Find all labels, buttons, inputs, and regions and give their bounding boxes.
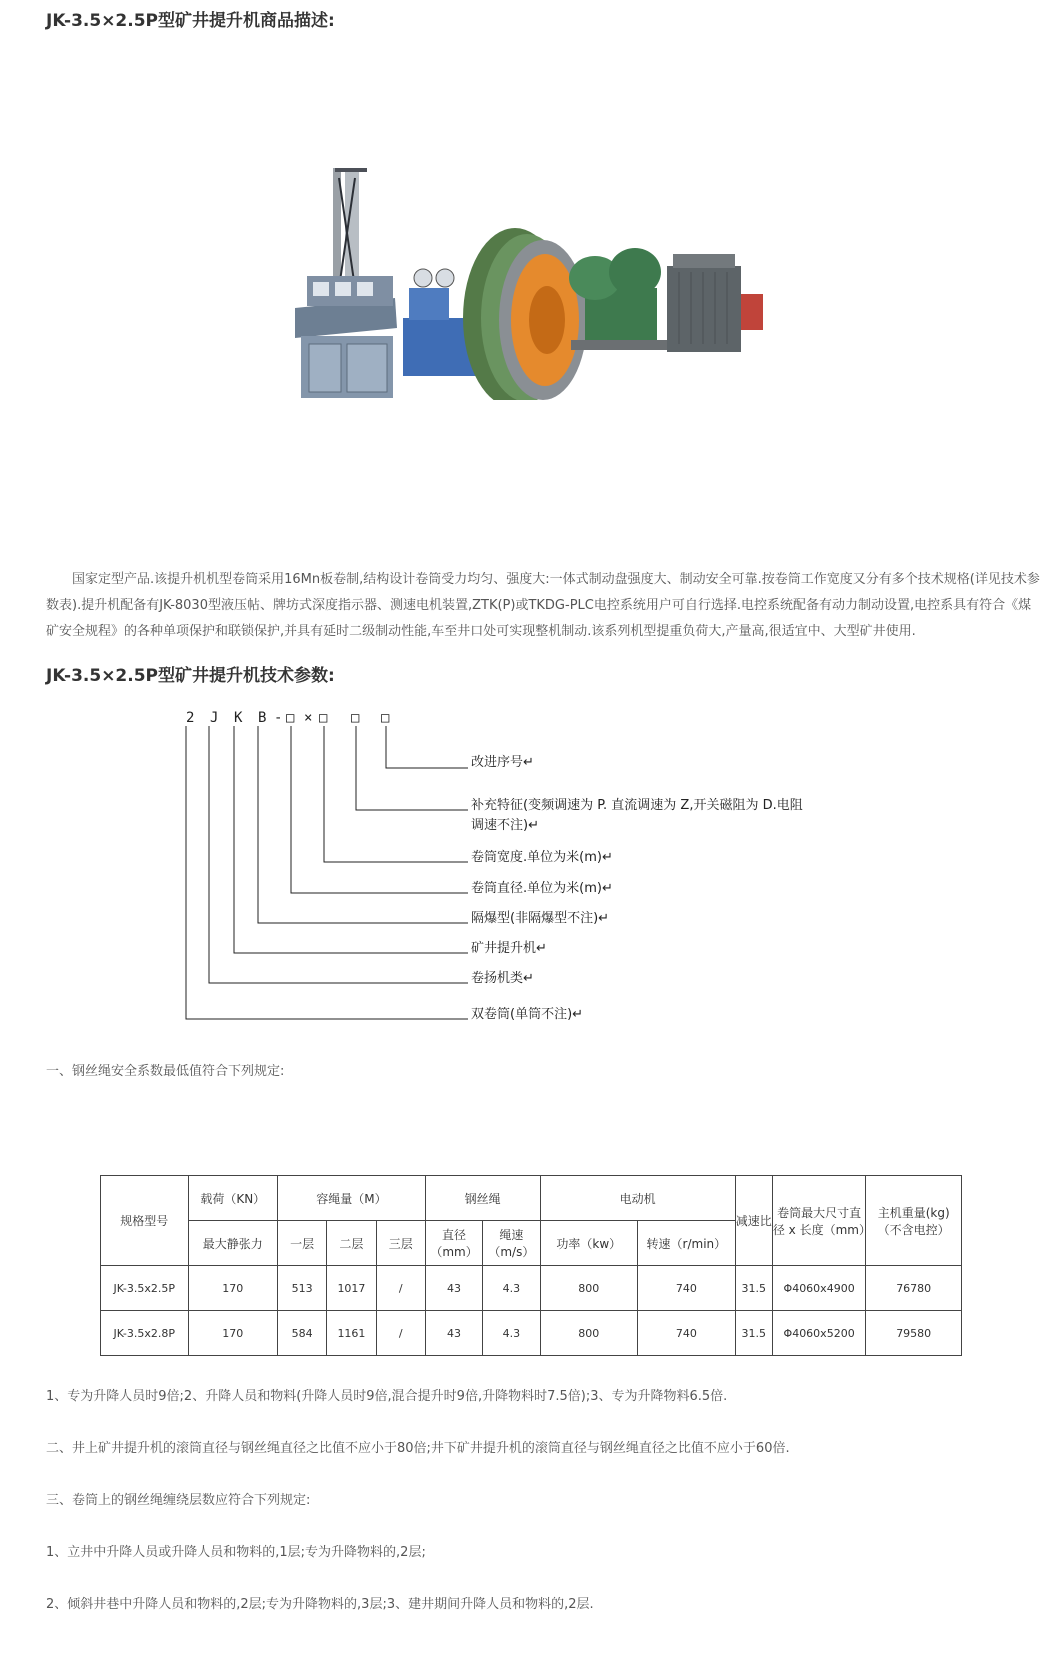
label-feature-line1: 补充特征(变频调速为 P. 直流调速为 Z,开关磁阻为 D.电阻 — [471, 798, 803, 813]
spec-table — [100, 1175, 962, 1356]
code-char-k: K — [234, 710, 243, 726]
rule-3-title: 三、卷筒上的钢丝绳缠绕层数应符合下列规定: — [46, 1493, 311, 1508]
cell-motor-power: 800 — [540, 1311, 638, 1356]
cell-cap-2: 1161 — [327, 1311, 376, 1356]
th-load: 载荷（KN） — [188, 1176, 278, 1221]
cell-model: JK-3.5x2.8P — [101, 1311, 189, 1356]
rule-2: 二、井上矿井提升机的滚筒直径与钢丝绳直径之比值不应小于80倍;井下矿井提升机的滚筒直径与钢丝绳直径之比值不应小于60倍. — [46, 1441, 790, 1456]
table-row — [101, 1266, 962, 1311]
label-drum-width: 卷筒宽度.单位为米(m)↵ — [471, 850, 613, 865]
label-revision: 改进序号↵ — [471, 755, 534, 770]
cell-rope-dia: 43 — [425, 1266, 482, 1311]
th-cap-1: 一层 — [278, 1221, 327, 1266]
rule-3-item-2: 2、倾斜井巷中升降人员和物料的,2层;专为升降物料的,3层;3、建井期间升降人员和物料的,2层. — [46, 1597, 594, 1612]
th-rope-dia: 直径（mm） — [425, 1221, 482, 1266]
cell-motor-speed: 740 — [638, 1266, 736, 1311]
cell-weight: 79580 — [866, 1311, 962, 1356]
code-box-feature: □ — [351, 710, 360, 726]
th-ratio: 减速比 — [735, 1176, 772, 1266]
cell-model: JK-3.5x2.5P — [101, 1266, 189, 1311]
rule1-title: 一、钢丝绳安全系数最低值符合下列规定: — [46, 1064, 285, 1079]
cell-ratio: 31.5 — [735, 1266, 772, 1311]
th-load-sub: 最大静张力 — [188, 1221, 278, 1266]
th-cap-3: 三层 — [376, 1221, 425, 1266]
cell-cap-3: / — [376, 1311, 425, 1356]
table-row — [101, 1311, 962, 1356]
th-weight: 主机重量(kg)（不含电控） — [866, 1176, 962, 1266]
cell-drum: Φ4060x5200 — [772, 1311, 866, 1356]
note-1: 1、专为升降人员时9倍;2、升降人员和物料(升降人员时9倍,混合提升时9倍,升降物料时7.5倍);3、专为升降物料6.5倍. — [46, 1389, 728, 1404]
th-model: 规格型号 — [101, 1176, 189, 1266]
code-char-2: 2 — [186, 710, 195, 726]
cell-drum: Φ4060x4900 — [772, 1266, 866, 1311]
th-rope: 钢丝绳 — [425, 1176, 540, 1221]
cell-motor-speed: 740 — [638, 1311, 736, 1356]
label-double-drum: 双卷筒(单筒不注)↵ — [471, 1007, 584, 1022]
cell-rope-speed: 4.3 — [483, 1311, 540, 1356]
th-capacity: 容绳量（M） — [278, 1176, 426, 1221]
code-char-b: B — [258, 710, 267, 726]
code-char-j: J — [210, 710, 219, 726]
cell-load: 170 — [188, 1311, 278, 1356]
heading-parameters: JK-3.5×2.5P型矿井提升机技术参数: — [46, 666, 335, 686]
th-motor: 电动机 — [540, 1176, 735, 1221]
cell-motor-power: 800 — [540, 1266, 638, 1311]
th-rope-speed: 绳速（m/s） — [483, 1221, 540, 1266]
code-box-width: □ — [319, 710, 328, 726]
th-drum: 卷筒最大尺寸直径 x 长度（mm） — [772, 1176, 866, 1266]
mine-hoist-machine-photo — [295, 168, 765, 400]
label-mine-hoist: 矿井提升机↵ — [471, 941, 547, 956]
heading-description: JK-3.5×2.5P型矿井提升机商品描述: — [46, 11, 335, 31]
cell-rope-dia: 43 — [425, 1311, 482, 1356]
cell-cap-1: 584 — [278, 1311, 327, 1356]
cell-ratio: 31.5 — [735, 1311, 772, 1356]
product-description: 国家定型产品.该提升机机型卷筒采用16Mn板卷制,结构设计卷筒受力均匀、强度大:一体式制动盘强度大、制动安全可靠.按卷筒工作宽度又分有多个技术规格(详见技术参数表).提升机配备有JK-8030型液压帖、牌坊式深度指示器、测速电机装置,ZTK(P)或TKDG-PLC电控系统用户可自行选择.电控系统配备有动力制动设置,电控系具有符合《煤矿安全规程》的各种单项保护和联锁保护,并具有延时二级制动性能,车至井口处可实现整机制动.该系列机型提重负荷大,产量高,很适宜中、大型矿井使用. — [46, 572, 1040, 639]
th-motor-power: 功率（kw） — [540, 1221, 638, 1266]
cell-weight: 76780 — [866, 1266, 962, 1311]
th-motor-speed: 转速（r/min） — [638, 1221, 736, 1266]
label-drum-diameter: 卷筒直径.单位为米(m)↵ — [471, 881, 613, 896]
code-box-diameter: □ — [286, 710, 295, 726]
cell-cap-1: 513 — [278, 1266, 327, 1311]
code-char-dash: - — [274, 710, 283, 726]
label-explosion-proof: 隔爆型(非隔爆型不注)↵ — [471, 911, 610, 926]
th-cap-2: 二层 — [327, 1221, 376, 1266]
label-winch-class: 卷扬机类↵ — [471, 971, 534, 986]
code-char-times: × — [304, 710, 313, 726]
code-box-revision: □ — [381, 710, 390, 726]
rule-3-item-1: 1、立井中升降人员或升降人员和物料的,1层;专为升降物料的,2层; — [46, 1545, 426, 1560]
cell-load: 170 — [188, 1266, 278, 1311]
cell-cap-2: 1017 — [327, 1266, 376, 1311]
label-feature-line2: 调速不注)↵ — [471, 818, 539, 833]
cell-cap-3: / — [376, 1266, 425, 1311]
cell-rope-speed: 4.3 — [483, 1266, 540, 1311]
